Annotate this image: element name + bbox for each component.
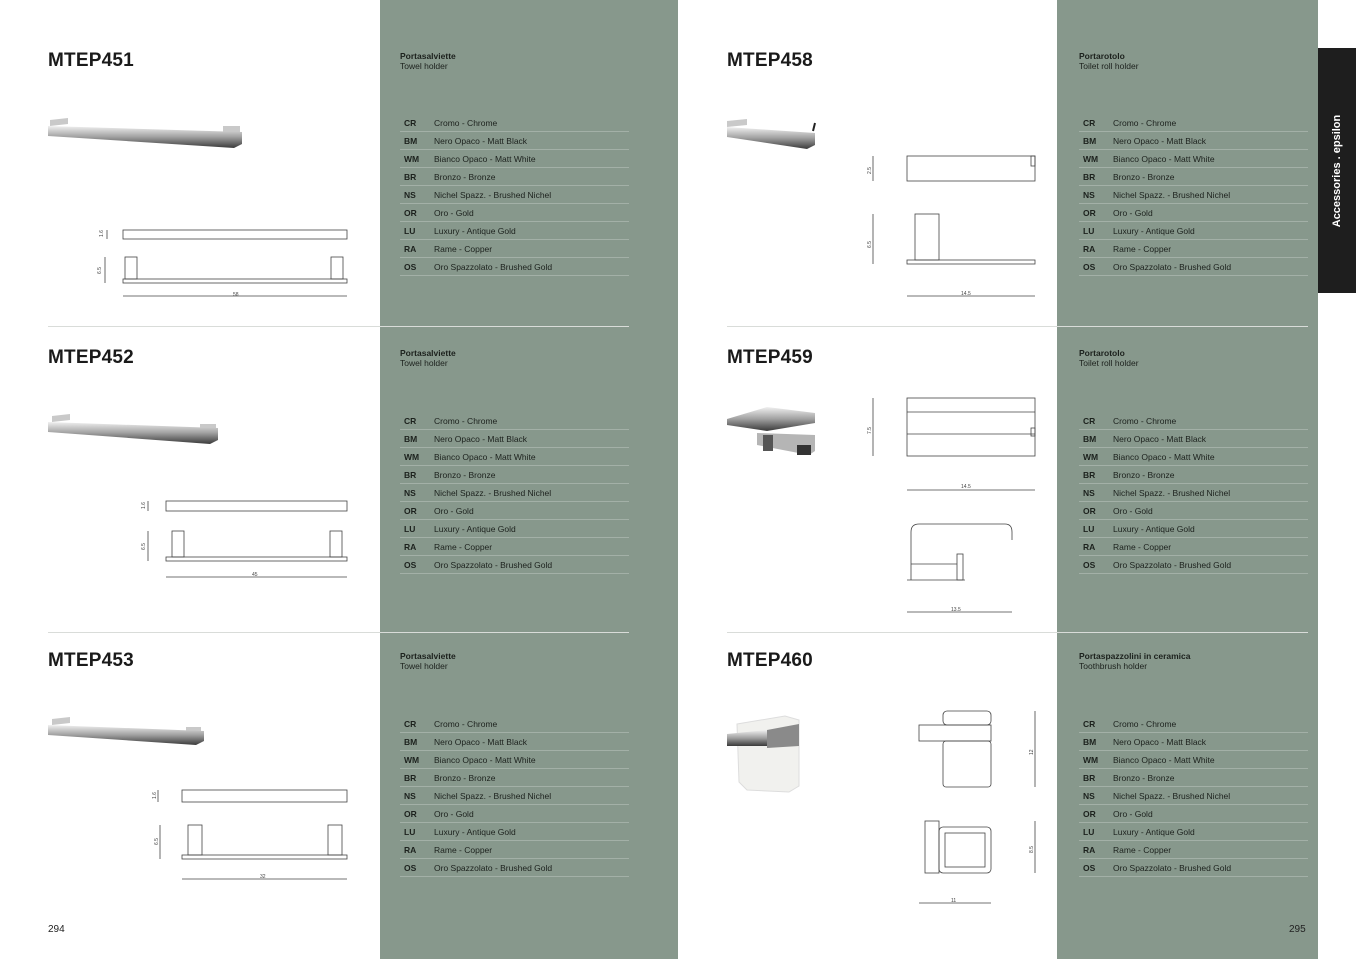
finish-row — [1079, 715, 1308, 733]
product-photo — [727, 712, 807, 794]
product-photo — [727, 115, 819, 155]
product-code: MTEP453 — [48, 650, 134, 671]
finish-name: Luxury - Antique Gold — [1113, 826, 1195, 837]
finish-code: BR — [404, 772, 417, 783]
finish-name: Nero Opaco - Matt Black — [434, 736, 528, 747]
finish-name: Nichel Spazz. - Brushed Nichel — [434, 790, 552, 801]
finish-name: Oro Spazzolato - Brushed Gold — [1113, 559, 1232, 570]
finish-row — [1079, 132, 1308, 150]
finish-code: OS — [1083, 862, 1096, 873]
finish-code: OS — [404, 261, 417, 272]
svg-text:6.5: 6.5 — [141, 543, 147, 550]
svg-text:58: 58 — [233, 292, 239, 298]
product-category: Portasalviette Towel holder — [400, 651, 456, 671]
finish-code: CR — [1083, 718, 1096, 729]
finish-row — [400, 769, 629, 787]
finish-name: Rame - Copper — [434, 243, 493, 254]
finish-row — [400, 430, 629, 448]
svg-text:6.5: 6.5 — [97, 267, 103, 274]
product-code: MTEP452 — [48, 347, 134, 368]
finish-name: Nichel Spazz. - Brushed Nichel — [434, 189, 552, 200]
finish-code: LU — [1083, 225, 1095, 236]
finish-name: Bronzo - Bronze — [434, 469, 496, 480]
finish-row — [400, 556, 629, 574]
finish-code: WM — [1083, 754, 1099, 765]
technical-drawing — [915, 705, 1045, 910]
finish-code: LU — [1083, 523, 1095, 534]
finish-code: OR — [404, 505, 417, 516]
finish-row — [1079, 412, 1308, 430]
finish-row — [400, 520, 629, 538]
svg-text:11: 11 — [951, 898, 957, 904]
finish-name: Bianco Opaco - Matt White — [434, 451, 536, 462]
finish-code: OR — [1083, 505, 1096, 516]
finish-code: OR — [1083, 207, 1096, 218]
finish-code: WM — [1083, 153, 1099, 164]
finish-name: Bronzo - Bronze — [1113, 772, 1175, 783]
finish-name: Nero Opaco - Matt Black — [434, 433, 528, 444]
finish-row — [1079, 258, 1308, 276]
finish-code: NS — [404, 790, 416, 801]
finish-row — [400, 733, 629, 751]
finish-code: BM — [1083, 433, 1097, 444]
finish-code: CR — [1083, 117, 1096, 128]
finish-row — [1079, 502, 1308, 520]
finish-name: Nichel Spazz. - Brushed Nichel — [1113, 189, 1231, 200]
finish-code: OR — [1083, 808, 1096, 819]
finish-row — [1079, 430, 1308, 448]
finish-name: Cromo - Chrome — [434, 117, 498, 128]
finish-list — [1079, 412, 1308, 574]
svg-text:14.5: 14.5 — [961, 291, 971, 297]
finish-row — [400, 168, 629, 186]
finish-list — [400, 715, 629, 877]
finish-code: LU — [404, 826, 416, 837]
finish-code: RA — [1083, 243, 1096, 254]
finish-list — [400, 114, 629, 276]
finish-code: BR — [1083, 469, 1096, 480]
product-photo — [48, 112, 248, 157]
finish-row — [400, 484, 629, 502]
finish-row — [1079, 556, 1308, 574]
finish-name: Luxury - Antique Gold — [434, 523, 516, 534]
technical-drawing — [865, 150, 1045, 302]
finish-code: CR — [404, 117, 417, 128]
finish-row — [400, 222, 629, 240]
divider — [48, 326, 629, 327]
svg-text:1.6: 1.6 — [141, 502, 147, 509]
finish-name: Nero Opaco - Matt Black — [434, 135, 528, 146]
finish-row — [1079, 733, 1308, 751]
finish-row — [1079, 859, 1308, 877]
finish-list — [400, 412, 629, 574]
finish-list — [1079, 114, 1308, 276]
finish-row — [1079, 466, 1308, 484]
svg-text:2.5: 2.5 — [867, 167, 873, 174]
product-category: Portasalviette Towel holder — [400, 348, 456, 368]
finish-code: NS — [1083, 790, 1095, 801]
finish-name: Bronzo - Bronze — [434, 171, 496, 182]
finish-row — [400, 502, 629, 520]
svg-text:12: 12 — [1029, 749, 1035, 755]
svg-text:6.5: 6.5 — [154, 838, 160, 845]
finish-row — [1079, 751, 1308, 769]
finish-code: BR — [1083, 171, 1096, 182]
finish-code: RA — [1083, 541, 1096, 552]
finish-name: Cromo - Chrome — [1113, 117, 1177, 128]
finish-name: Bianco Opaco - Matt White — [434, 754, 536, 765]
finish-name: Rame - Copper — [434, 541, 493, 552]
finish-row — [400, 204, 629, 222]
finish-code: OS — [404, 862, 417, 873]
finish-name: Nichel Spazz. - Brushed Nichel — [434, 487, 552, 498]
finish-name: Oro Spazzolato - Brushed Gold — [434, 862, 553, 873]
finish-code: WM — [1083, 451, 1099, 462]
finish-code: OS — [1083, 559, 1096, 570]
finish-name: Nichel Spazz. - Brushed Nichel — [1113, 790, 1231, 801]
finish-name: Oro Spazzolato - Brushed Gold — [1113, 862, 1232, 873]
svg-text:14.5: 14.5 — [961, 484, 971, 490]
finish-row — [400, 240, 629, 258]
product-code: MTEP460 — [727, 650, 813, 671]
finish-row — [400, 448, 629, 466]
finish-name: Oro Spazzolato - Brushed Gold — [434, 559, 553, 570]
finish-row — [1079, 823, 1308, 841]
finish-code: CR — [404, 718, 417, 729]
finish-name: Bianco Opaco - Matt White — [1113, 754, 1215, 765]
svg-text:8.5: 8.5 — [1029, 846, 1035, 853]
finish-row — [1079, 538, 1308, 556]
product-code: MTEP459 — [727, 347, 813, 368]
finish-name: Oro - Gold — [434, 505, 474, 516]
finish-code: BM — [404, 736, 418, 747]
finish-name: Nero Opaco - Matt Black — [1113, 736, 1207, 747]
finish-name: Nichel Spazz. - Brushed Nichel — [1113, 487, 1231, 498]
product-photo — [48, 715, 208, 750]
divider — [727, 632, 1308, 633]
finish-row — [400, 412, 629, 430]
finish-code: OS — [404, 559, 417, 570]
finish-row — [400, 859, 629, 877]
finish-name: Rame - Copper — [1113, 541, 1172, 552]
technical-drawing — [150, 785, 355, 885]
page-number-right: 295 — [1289, 924, 1306, 935]
finish-row — [1079, 484, 1308, 502]
finish-row — [400, 466, 629, 484]
finish-name: Nero Opaco - Matt Black — [1113, 433, 1207, 444]
finish-name: Nero Opaco - Matt Black — [1113, 135, 1207, 146]
finish-code: OR — [404, 207, 417, 218]
finish-row — [400, 823, 629, 841]
finish-name: Oro - Gold — [434, 808, 474, 819]
finish-row — [400, 715, 629, 733]
finish-code: NS — [404, 487, 416, 498]
finish-name: Oro - Gold — [1113, 207, 1153, 218]
product-category: Portaspazzolini in ceramica Toothbrush holder — [1079, 651, 1191, 671]
finish-name: Bronzo - Bronze — [1113, 171, 1175, 182]
finish-row — [1079, 204, 1308, 222]
finish-code: CR — [404, 415, 417, 426]
finish-name: Oro Spazzolato - Brushed Gold — [434, 261, 553, 272]
svg-text:1.6: 1.6 — [152, 792, 158, 799]
finish-name: Oro - Gold — [434, 207, 474, 218]
finish-row — [400, 132, 629, 150]
section-side-tab: Accessories . epsilon — [1318, 48, 1356, 293]
finish-name: Luxury - Antique Gold — [1113, 523, 1195, 534]
finish-row — [400, 114, 629, 132]
page-number-left: 294 — [48, 924, 65, 935]
finish-code: BM — [404, 433, 418, 444]
finish-name: Cromo - Chrome — [434, 415, 498, 426]
finish-name: Cromo - Chrome — [434, 718, 498, 729]
finish-code: CR — [1083, 415, 1096, 426]
finish-code: RA — [404, 541, 417, 552]
product-category: Portarotolo Toilet roll holder — [1079, 348, 1139, 368]
finish-row — [1079, 222, 1308, 240]
finish-code: WM — [404, 754, 420, 765]
finish-code: LU — [404, 523, 416, 534]
finish-row — [400, 805, 629, 823]
finish-name: Oro Spazzolato - Brushed Gold — [1113, 261, 1232, 272]
finish-code: WM — [404, 153, 420, 164]
finish-code: BR — [404, 469, 417, 480]
finish-code: LU — [1083, 826, 1095, 837]
finish-code: WM — [404, 451, 420, 462]
finish-code: RA — [404, 844, 417, 855]
finish-row — [400, 150, 629, 168]
finish-name: Bronzo - Bronze — [1113, 469, 1175, 480]
product-photo — [727, 405, 819, 465]
divider — [48, 632, 629, 633]
svg-text:1.6: 1.6 — [99, 230, 105, 237]
technical-drawing — [865, 392, 1045, 622]
finish-name: Oro - Gold — [1113, 505, 1153, 516]
finish-name: Bronzo - Bronze — [434, 772, 496, 783]
finish-row — [1079, 168, 1308, 186]
finish-row — [400, 841, 629, 859]
finish-row — [1079, 805, 1308, 823]
finish-code: OS — [1083, 261, 1096, 272]
divider — [727, 326, 1308, 327]
svg-text:32: 32 — [260, 874, 266, 880]
product-category: Portarotolo Toilet roll holder — [1079, 51, 1139, 71]
finish-name: Bianco Opaco - Matt White — [1113, 451, 1215, 462]
finish-name: Luxury - Antique Gold — [434, 225, 516, 236]
finish-row — [400, 787, 629, 805]
finish-code: RA — [404, 243, 417, 254]
finish-list — [1079, 715, 1308, 877]
finish-row — [1079, 520, 1308, 538]
finish-code: RA — [1083, 844, 1096, 855]
product-code: MTEP458 — [727, 50, 813, 71]
finish-row — [1079, 186, 1308, 204]
finish-name: Rame - Copper — [1113, 844, 1172, 855]
finish-code: BM — [404, 135, 418, 146]
finish-code: BM — [1083, 736, 1097, 747]
product-code: MTEP451 — [48, 50, 134, 71]
finish-row — [1079, 787, 1308, 805]
finish-row — [1079, 841, 1308, 859]
svg-text:7.5: 7.5 — [867, 427, 873, 434]
technical-drawing — [140, 495, 355, 585]
finish-row — [400, 538, 629, 556]
finish-code: BR — [404, 171, 417, 182]
finish-code: NS — [404, 189, 416, 200]
finish-code: BR — [1083, 772, 1096, 783]
finish-name: Cromo - Chrome — [1113, 718, 1177, 729]
svg-text:13.5: 13.5 — [951, 607, 961, 613]
finish-row — [1079, 769, 1308, 787]
finish-name: Luxury - Antique Gold — [1113, 225, 1195, 236]
svg-text:6.5: 6.5 — [867, 241, 873, 248]
finish-name: Cromo - Chrome — [1113, 415, 1177, 426]
finish-code: LU — [404, 225, 416, 236]
finish-row — [1079, 150, 1308, 168]
finish-name: Oro - Gold — [1113, 808, 1153, 819]
finish-row — [1079, 448, 1308, 466]
product-photo — [48, 410, 223, 450]
technical-drawing — [95, 222, 355, 302]
finish-name: Rame - Copper — [434, 844, 493, 855]
svg-text:45: 45 — [252, 572, 258, 578]
finish-code: NS — [1083, 189, 1095, 200]
finish-name: Bianco Opaco - Matt White — [1113, 153, 1215, 164]
product-category: Portasalviette Towel holder — [400, 51, 456, 71]
finish-name: Luxury - Antique Gold — [434, 826, 516, 837]
finish-code: BM — [1083, 135, 1097, 146]
finish-code: OR — [404, 808, 417, 819]
finish-code: NS — [1083, 487, 1095, 498]
finish-row — [400, 258, 629, 276]
finish-row — [1079, 114, 1308, 132]
finish-name: Bianco Opaco - Matt White — [434, 153, 536, 164]
finish-name: Rame - Copper — [1113, 243, 1172, 254]
finish-row — [400, 186, 629, 204]
finish-row — [1079, 240, 1308, 258]
finish-row — [400, 751, 629, 769]
